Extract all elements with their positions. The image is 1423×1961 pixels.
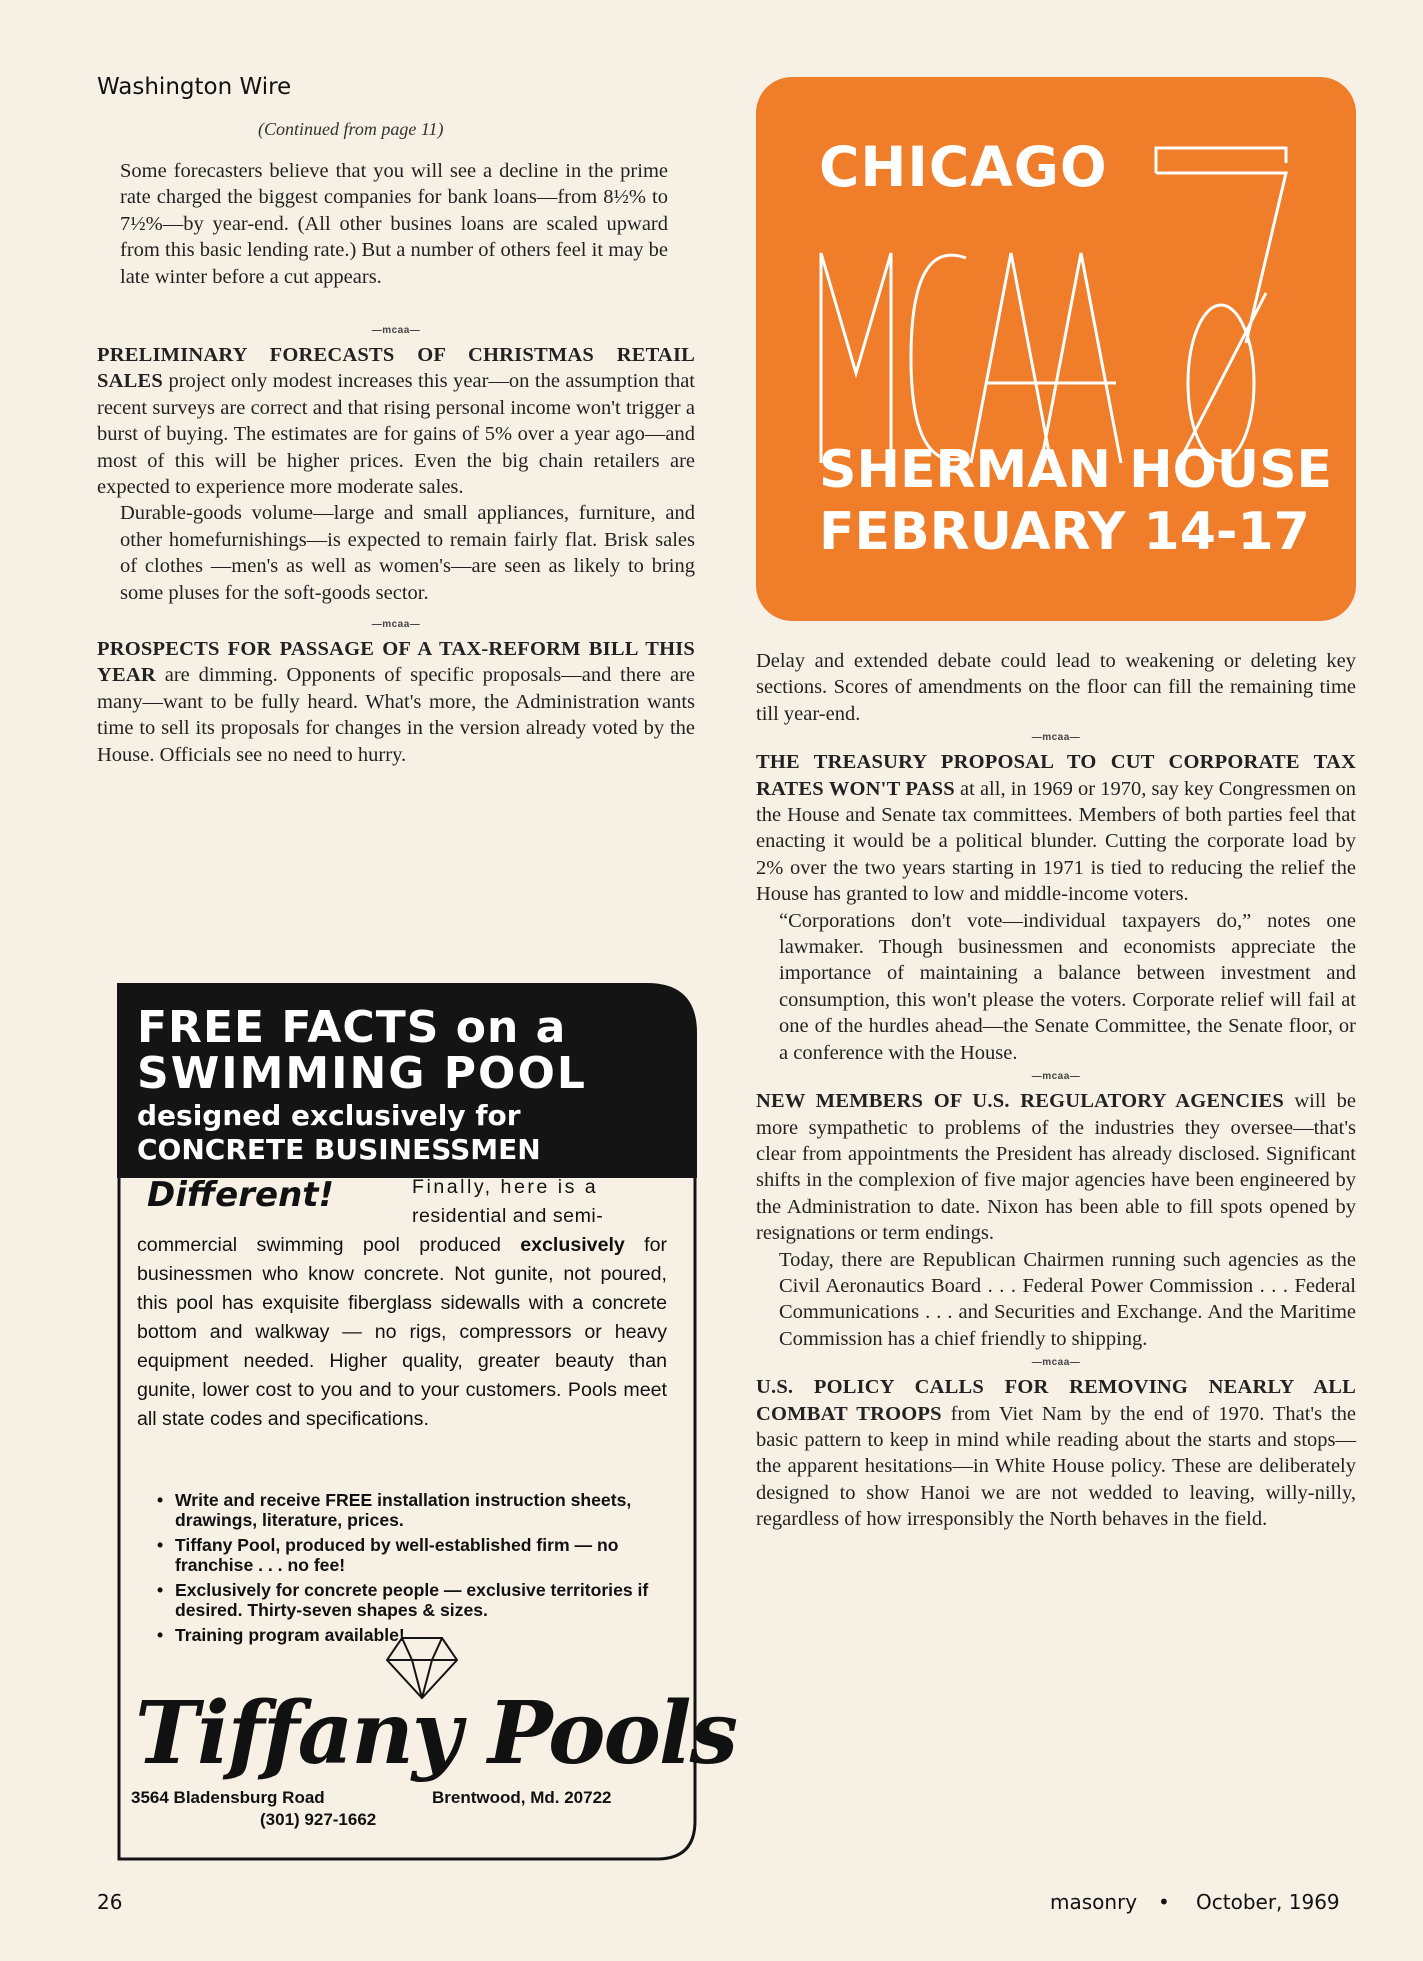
ad-bullet-list [145, 1490, 695, 1650]
paragraph-troops [756, 1374, 1356, 1532]
separator: —mcaa— [1031, 732, 1081, 744]
venue-name: SHERMAN HOUSE [819, 440, 1333, 500]
paragraph-christmas-sales [97, 342, 695, 500]
different-heading: Different! [147, 1175, 335, 1215]
tiffany-pools-ad [117, 983, 736, 1861]
headline-free-facts: FREE FACTS on a [137, 1002, 567, 1053]
separator: —mcaa— [1031, 1357, 1081, 1369]
paragraph-corporations: “Corporations don't vote—individual taxpayers do,” notes one lawmaker. Though businessmen and economists appreciate the importance of maintaining a balance between investment and consumption, this won't please the voters. Corporate relief will fail at one of the hurdles ahead—the Senate Committee, the Senate floor, or a conference with the House. [779, 909, 1356, 1064]
column-title: Washington Wire [97, 74, 292, 100]
footer-date: October, 1969 [1196, 1890, 1340, 1914]
text-christmas-sales: project only modest increases this year—on the assumption that recent surveys are correct and that rising personal income won't trigger a burst of buying. The estimates are for gains of 5% over a year ago—and most of this will be higher prices. Even the big chain retailers are expected to experience more moderate sales. [97, 370, 695, 499]
text-regulatory-agencies: will be more sympathetic to problems of the industries they oversee—that's clear from appointments the President has already disclosed. Significant shifts in the complexion of five major agencies have been engineered by the Administration to date. Nixon has been able to fill spots opened by resignations or term endings. [756, 1090, 1356, 1245]
separator: —mcaa— [371, 619, 421, 631]
bullet-item: • Training program available! [145, 1625, 695, 1645]
tiffany-pools-logo: Tiffany Pools [135, 1683, 736, 1784]
body-line-a: Finally, here is a [412, 1176, 599, 1198]
headline-christmas-sales: PRELIMINARY FORECASTS OF CHRISTMAS RETAIL SALES [97, 344, 695, 393]
right-column [756, 648, 1356, 1533]
headline-designed-for: designed exclusively for [137, 1099, 521, 1132]
separator: —mcaa— [371, 325, 421, 336]
ad-body [137, 1173, 667, 1434]
bullet-item: • Write and receive FREE installation instruction sheets, drawings, literature, prices. [145, 1490, 695, 1530]
headline-swimming-pool: SWIMMING POOL [137, 1048, 587, 1099]
text-tax-reform: are dimming. Opponents of specific proposals—and there are many—want to be fully heard. What's more, the Administration wants time to sell its proposals for changes in the version already voted by the House. Officials see no need to hurry. [97, 664, 695, 766]
ad-phone: (301) 927-1662 [260, 1810, 377, 1829]
event-dates: FEBRUARY 14-17 [819, 502, 1310, 562]
ad-city: Brentwood, Md. 20722 [432, 1788, 612, 1807]
paragraph-debate: Delay and extended debate could lead to weakening or deleting key sections. Scores of amendments on the floor can fill the remaining time till year-end. [756, 650, 1356, 725]
left-column-top [120, 158, 668, 290]
paragraph-prime-rate: Some forecasters believe that you will see a decline in the prime rate charged the biggest companies for bank loans—from 8½% to 7½%—by year-end. (All other busines loans are scaled upward from this basic lending rate.) But a number of others feel it may be late winter before a cut appears. [120, 160, 668, 288]
continued-note: (Continued from page 11) [258, 119, 444, 139]
footer-bullet: • [1158, 1890, 1170, 1914]
headline-tax-reform: PROSPECTS FOR PASSAGE OF A TAX-REFORM BILL THIS YEAR [97, 638, 695, 687]
separator: —mcaa— [1031, 1071, 1081, 1083]
chicago-title: CHICAGO [819, 135, 1108, 199]
ad-headline [137, 1002, 587, 1167]
body-line-d: for businessmen who know concrete. Not gunite, not poured, this pool has exquisite fiberglass sidewalls with a concrete bottom and walkway — no rigs, compressors or heavy equipment needed. Higher quality, greater beauty than gunite, lower cost to you and to your customers. Pools meet all state codes and specifications. [137, 1234, 668, 1430]
headline-concrete-businessmen: CONCRETE BUSINESSMEN [137, 1133, 541, 1166]
paragraph-treasury-proposal [756, 749, 1356, 907]
body-exclusively: exclusively [520, 1234, 625, 1256]
paragraph-tax-reform [97, 636, 695, 768]
headline-troops: U.S. POLICY CALLS FOR REMOVING NEARLY ALL COMBAT TROOPS [756, 1376, 1356, 1425]
chicago-convention-ad [756, 77, 1356, 621]
text-treasury-proposal: at all, in 1969 or 1970, say key Congressmen on the House and Senate tax committees. Members of both parties feel that enacting it would be a political blunder. Cutting the corporate load by 2% over the two years starting in 1971 is tied to reducing the relief the House has granted to low and middle-income voters. [756, 777, 1356, 906]
ad-address: 3564 Bladensburg Road [131, 1788, 325, 1807]
left-column [97, 320, 695, 768]
text-troops: from Viet Nam by the end of 1970. That's the basic pattern to keep in mind while reading about the starts and stops—the apparent hesitations—in White House policy. These are deliberately designed to show Hanoi we are not wedded to leaving, willy-nilly, regardless of how irresponsibly the North behaves in the field. [756, 1402, 1356, 1531]
headline-regulatory-agencies: NEW MEMBERS OF U.S. REGULATORY AGENCIES [756, 1090, 1284, 1113]
chicago-venue [819, 439, 1332, 563]
page-number: 26 [97, 1890, 123, 1914]
bullet-item: • Tiffany Pool, produced by well-established firm — no franchise . . . no fee! [145, 1535, 695, 1575]
paragraph-regulatory-agencies [756, 1088, 1356, 1246]
footer-publication: masonry [1050, 1890, 1138, 1914]
bullet-item: • Exclusively for concrete people — exclusive territories if desired. Thirty-seven shapes & sizes. [145, 1580, 695, 1620]
body-line-c: commercial swimming pool produced [137, 1234, 521, 1256]
paragraph-durable-goods: Durable-goods volume—large and small appliances, furniture, and other homefurnishings—is expected to remain fairly flat. Brisk sales of clothes —men's as well as women's—are seen as likely to bring some pluses for the soft-goods sector. [120, 502, 695, 604]
headline-treasury-proposal: THE TREASURY PROPOSAL TO CUT CORPORATE TAX RATES WON'T PASS [756, 751, 1356, 800]
body-line-b: residential and semi- [412, 1205, 604, 1227]
paragraph-republican-chairmen: Today, there are Republican Chairmen running such agencies as the Civil Aeronautics Board . . . Federal Power Commission . . . Federal Communications . . . and Securities and Exchange. And the Maritime Commission has a chief friendly to shipping. [779, 1248, 1356, 1350]
